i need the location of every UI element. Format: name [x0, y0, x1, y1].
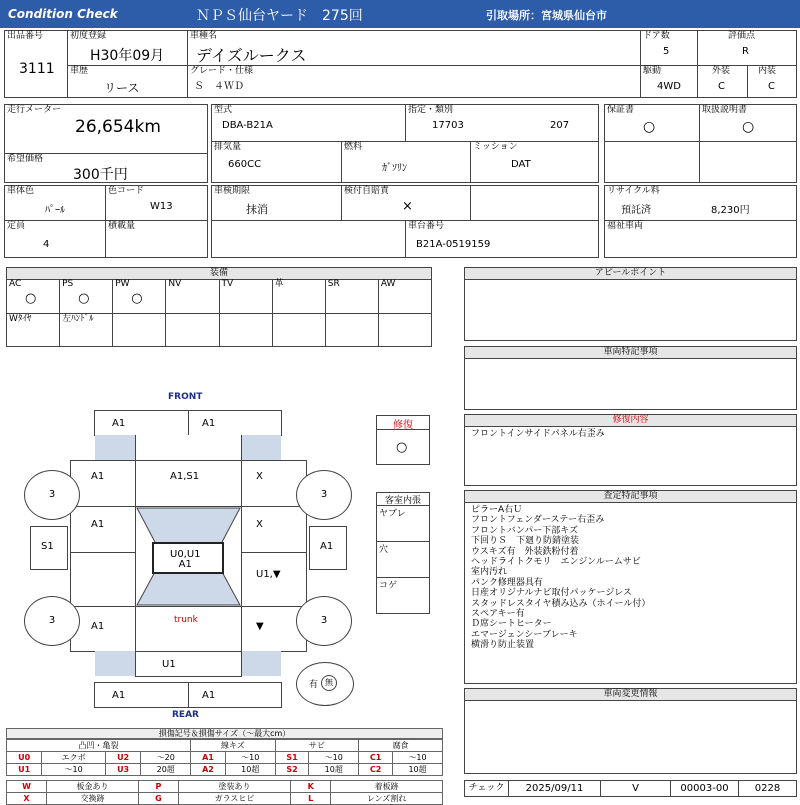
equip-mark: ○ [131, 291, 143, 306]
note-line: スペアキー有 [471, 609, 525, 620]
legend-code: A1 [191, 752, 226, 764]
legend-code: U3 [105, 764, 140, 776]
equipment-row-2 [7, 313, 431, 346]
equipment-title: 装備 [7, 268, 431, 280]
interior-box [376, 492, 430, 614]
car-name: デイズルークス [196, 46, 307, 65]
fuel-label: 燃料 [344, 142, 363, 152]
recycle-amount: 8,230円 [711, 205, 750, 216]
color-cell [4, 185, 106, 221]
note-line: スタッドレスタイヤ積み込み（ホイール付） [471, 598, 651, 609]
equipment-item [379, 314, 431, 346]
interior-title: 客室内張 [377, 493, 429, 506]
vehicle-note-title: 車両特記事項 [465, 347, 796, 359]
check-v: V [601, 781, 671, 796]
rear-left-quarter[interactable] [70, 606, 136, 652]
chassis-cell [405, 220, 599, 258]
rear-right-door[interactable] [241, 552, 307, 607]
model-code: DBA-B21A [222, 120, 273, 131]
legend-desc: 10超 [225, 764, 275, 776]
legend-group: 凸凹・亀裂 [7, 740, 191, 752]
score-cell [697, 30, 797, 66]
rl-mark: A1 [91, 621, 105, 632]
equipment-item [273, 279, 326, 313]
change-info-title: 車両変更情報 [465, 689, 796, 701]
legend-group: サビ [275, 740, 359, 752]
note-line: フロントバンパー下部キズ [471, 525, 579, 536]
mark-code: K [291, 781, 331, 793]
legend-title: 損傷記号＆損傷サイズ（〜最大cm） [6, 728, 443, 739]
score-label: 評価点 [728, 31, 756, 41]
color-code: W13 [150, 201, 173, 212]
equipment-item [113, 314, 166, 346]
car-history: リース [104, 81, 140, 95]
legend-desc: 〜10 [225, 752, 275, 764]
hood[interactable] [135, 460, 242, 507]
equip-key: Wﾀｲﾔ [9, 314, 32, 324]
rs-mark: A1 [320, 541, 334, 552]
manual-mark: ○ [742, 119, 755, 135]
front-left-fender[interactable] [70, 460, 136, 507]
note-line: ピラーA右Ｕ [471, 505, 523, 515]
roof-mark: U0,U1 A1 [170, 549, 201, 570]
recycle-label: リサイクル料 [607, 186, 660, 196]
note-line: パンク修理器具有 [471, 577, 543, 588]
warranty-mark: ○ [643, 119, 656, 135]
inspection-cell [211, 185, 342, 221]
equip-key: AC [9, 279, 22, 289]
ls-mark: S1 [41, 541, 54, 552]
legend-desc: 10超 [393, 764, 443, 776]
displacement: 660CC [228, 159, 262, 170]
change-info-section [464, 688, 797, 774]
mark-desc: 板金あり [47, 781, 139, 793]
note-line: 下回りＳ 下廻り防錆塗装 [471, 536, 580, 547]
reg-label: 初度登録 [70, 31, 107, 41]
rrd-mark: U1,▼ [256, 569, 281, 580]
reg-cell [67, 30, 188, 66]
spec-cell [405, 104, 599, 142]
spec-number: 17703 [432, 120, 464, 131]
inspection-note-list [471, 505, 650, 651]
equip-key: PW [115, 279, 130, 289]
legend-desc: 〜10 [42, 764, 105, 776]
seating-capacity: 4 [43, 239, 50, 250]
smoking-indicator [296, 662, 354, 706]
int-cell [747, 65, 797, 98]
front-right-door[interactable] [241, 506, 307, 553]
shade [95, 435, 135, 460]
warranty-cell [604, 104, 700, 183]
app-title: Condition Check [8, 7, 118, 21]
hood-front[interactable] [135, 435, 242, 461]
blank-cell [470, 185, 599, 221]
tire-front-right[interactable]: 3 [296, 470, 352, 520]
blank-cell [211, 220, 406, 258]
int-label: 内装 [758, 66, 777, 76]
grade-label: グレード・仕様 [190, 66, 254, 76]
equipment-item [326, 279, 379, 313]
divider [188, 682, 189, 708]
load-cell [105, 220, 208, 258]
legend-desc: エクボ [42, 752, 105, 764]
legend-code: S2 [275, 764, 309, 776]
rear-bumper-left-mark: A1 [112, 690, 126, 701]
inspection-note-title: 査定特記事項 [465, 491, 796, 503]
class-number: 207 [550, 120, 570, 131]
appeal-section [464, 267, 797, 341]
equipment-item [220, 279, 273, 313]
fuel-cell [341, 141, 471, 183]
legend-table [6, 739, 443, 776]
note-line: 日産オリジナルナビ取付パッケージレス [471, 588, 632, 599]
history-cell [67, 65, 188, 98]
equip-key: PS [62, 279, 74, 289]
equipment-panel [6, 267, 432, 347]
drive-label: 駆動 [643, 66, 662, 76]
capacity-cell [4, 220, 106, 258]
mark-code: X [7, 793, 47, 805]
legend-desc: 〜10 [309, 752, 359, 764]
body-color: ﾊﾟｰﾙ [45, 205, 65, 216]
equipment-row-1 [7, 279, 431, 313]
tire-rear-left[interactable]: 3 [24, 596, 80, 646]
legend-desc: 〜10 [393, 752, 443, 764]
equipment-item [220, 314, 273, 346]
rear-panel[interactable] [135, 651, 242, 677]
insurance-mark: × [402, 199, 413, 214]
color-code-cell [105, 185, 208, 221]
legend-code: U2 [105, 752, 140, 764]
evaluation-score: R [742, 46, 749, 57]
rear-left-door[interactable] [70, 552, 136, 607]
lot-cell [4, 30, 68, 98]
transmission: DAT [511, 159, 531, 170]
disp-cell [211, 141, 342, 183]
insurance-cell [341, 185, 471, 221]
equipment-item [113, 279, 166, 313]
appeal-title: アピールポイント [465, 268, 796, 280]
shade [241, 435, 281, 460]
rear-label: REAR [172, 710, 199, 720]
pickup-location: 引取場所：宮城県仙台市 [486, 9, 607, 22]
equipment-item [7, 279, 60, 313]
manual-label: 取扱説明書 [702, 105, 748, 115]
doors-cell [640, 30, 698, 66]
legend-code: C2 [359, 764, 393, 776]
mark-code: P [138, 781, 178, 793]
header-bar [0, 0, 800, 28]
divider [188, 410, 189, 436]
mileage-label: 走行メーター [7, 105, 62, 115]
interior-item: 穴 [377, 542, 429, 578]
exterior-grade: C [718, 81, 725, 92]
lot-label: 出品番号 [7, 31, 44, 41]
legend [6, 728, 443, 805]
mileage: 26,654km [75, 117, 161, 137]
legend-code: U0 [7, 752, 42, 764]
note-line: 横滑り防止装置 [471, 640, 535, 651]
front-label: FRONT [168, 392, 203, 402]
equip-key: 左ﾊﾝﾄﾞﾙ [62, 314, 94, 324]
front-left-door[interactable] [70, 506, 136, 553]
equipment-item [166, 279, 219, 313]
grade: Ｓ ４ＷＤ [194, 81, 244, 92]
drive-type: 4WD [657, 81, 681, 92]
legend-code: A2 [191, 764, 226, 776]
lot-number: 3111 [19, 61, 55, 77]
equip-key: SR [327, 279, 340, 289]
model-label: 型式 [214, 105, 233, 115]
equipment-item [166, 314, 219, 346]
repair-detail-line: フロントインサイドパネル右歪み [471, 429, 605, 439]
divider [700, 141, 796, 142]
mark-desc: 交換跡 [47, 793, 139, 805]
equipment-item [379, 279, 431, 313]
rfd-mark: X [256, 519, 263, 530]
ext-label: 外装 [712, 66, 731, 76]
rr-mark: ▼ [256, 621, 264, 632]
check-code-2: 0228 [754, 783, 781, 794]
roof[interactable] [152, 542, 224, 574]
disp-label: 排気量 [214, 142, 242, 152]
recycle-status: 預託済 [621, 205, 651, 216]
chassis-number: B21A-0519159 [416, 239, 491, 250]
mark-desc: レンズ割れ [331, 793, 443, 805]
legend-group: 腐食 [359, 740, 443, 752]
insurance-label: 検付自賠責 [344, 186, 390, 196]
equipment-item [60, 279, 113, 313]
capacity-label: 定員 [7, 221, 26, 231]
check-code: 00003-00 [671, 781, 739, 796]
tire-rear-right[interactable]: 3 [296, 596, 352, 646]
trunk-label: trunk [174, 615, 198, 625]
legend-group: 線キズ [191, 740, 276, 752]
mission-label: ミッション [473, 142, 518, 152]
shade [241, 651, 281, 676]
doors-label: ドア数 [643, 31, 670, 41]
recycle-cell [604, 185, 797, 221]
drive-cell [640, 65, 698, 98]
door-count: 5 [663, 46, 670, 57]
first-registration: H30年09月 [90, 48, 165, 64]
inspection-label: 車検期限 [214, 186, 251, 196]
inspection-expiry: 抹消 [246, 203, 268, 216]
grade-cell [187, 65, 641, 98]
welfare-cell [604, 220, 797, 258]
equipment-item [60, 314, 113, 346]
note-line: ウスキズ有 外装鉄粉付着 [471, 546, 579, 557]
mission-cell [470, 141, 599, 183]
note-line: Ｄ席シートヒーター [471, 619, 552, 630]
chassis-label: 車台番号 [408, 221, 445, 231]
smoke-label: 有 [309, 680, 319, 690]
shade [95, 651, 135, 676]
manual-cell [699, 104, 797, 183]
price-label: 希望価格 [7, 154, 44, 164]
vehicle-note-section [464, 346, 797, 410]
equipment-item [7, 314, 60, 346]
legend-desc: 〜20 [141, 752, 191, 764]
tire-front-left[interactable]: 3 [24, 470, 80, 520]
equip-key: NV [168, 279, 182, 289]
fl-mark: A1 [91, 471, 105, 482]
mark-desc: 塗装あり [178, 781, 290, 793]
repair-title: 修復 [377, 416, 429, 430]
note-line: ヘッドライトクモリ エンジンルームサビ [471, 557, 641, 568]
equip-key: TV [221, 279, 234, 289]
interior-item: コゲ [379, 581, 398, 591]
name-label: 車種名 [190, 31, 218, 41]
rear-bumper-right-mark: A1 [202, 690, 216, 701]
marks-table [6, 780, 443, 805]
history-label: 車歴 [70, 66, 89, 76]
smoke-ring: 無 [321, 675, 337, 691]
trunk[interactable] [135, 606, 242, 652]
mark-code: G [138, 793, 178, 805]
warranty-label: 保証書 [607, 105, 635, 115]
legend-code: C1 [359, 752, 393, 764]
mileage-cell [4, 104, 208, 154]
left-side-panel[interactable] [30, 526, 68, 570]
fr-mark: X [256, 471, 263, 482]
check-footer [464, 780, 797, 797]
lfd-mark: A1 [91, 519, 105, 530]
inspection-note-section [464, 490, 797, 684]
repair-box [376, 415, 430, 465]
ext-cell [697, 65, 748, 98]
mark-code: L [291, 793, 331, 805]
front-bumper-left-mark: A1 [112, 418, 126, 429]
welfare-label: 福祉車両 [607, 221, 644, 231]
desired-price: 300千円 [73, 167, 128, 183]
note-line: エマージェンシーブレーキ [471, 629, 578, 640]
auction-title: ＮＰＳ仙台ヤード 275回 [196, 8, 363, 24]
legend-code: U1 [7, 764, 42, 776]
legend-desc: 20超 [141, 764, 191, 776]
divider [605, 141, 699, 142]
front-bumper-right-mark: A1 [202, 418, 216, 429]
color-label: 車体色 [7, 186, 35, 196]
repair-detail-title: 修復内容 [465, 415, 796, 427]
legend-code: S1 [275, 752, 309, 764]
load-label: 積載量 [108, 221, 136, 231]
name-cell [187, 30, 641, 66]
legend-desc: 10超 [309, 764, 359, 776]
repair-detail-section [464, 414, 797, 486]
note-line: 室内汚れ [471, 567, 508, 578]
interior-grade: C [768, 81, 775, 92]
fuel-type: ｶﾞｿﾘﾝ [382, 163, 407, 174]
repair-mark: ○ [396, 440, 408, 455]
check-label: チェック [465, 781, 509, 796]
color-code-label: 色コード [108, 186, 145, 196]
note-line: フロントフェンダーステー右歪み [471, 515, 605, 526]
equipment-item [273, 314, 326, 346]
mark-desc: ガラスヒビ [178, 793, 290, 805]
rp-mark: U1 [162, 659, 176, 670]
interior-item: ヤブレ [377, 506, 429, 542]
check-date: 2025/09/11 [509, 781, 601, 796]
model-cell [211, 104, 406, 142]
mark-desc: 着板跡 [331, 781, 443, 793]
price-cell [4, 153, 208, 183]
equip-mark: ○ [78, 291, 90, 306]
right-side-panel[interactable] [309, 526, 347, 570]
equipment-item [326, 314, 379, 346]
mark-code: W [7, 781, 47, 793]
hood-mark: A1,S1 [170, 471, 200, 482]
equip-mark: ○ [25, 291, 37, 306]
equip-key: AW [380, 279, 396, 289]
spec-label: 指定・類別 [408, 105, 454, 115]
equip-key: 革 [274, 279, 284, 289]
